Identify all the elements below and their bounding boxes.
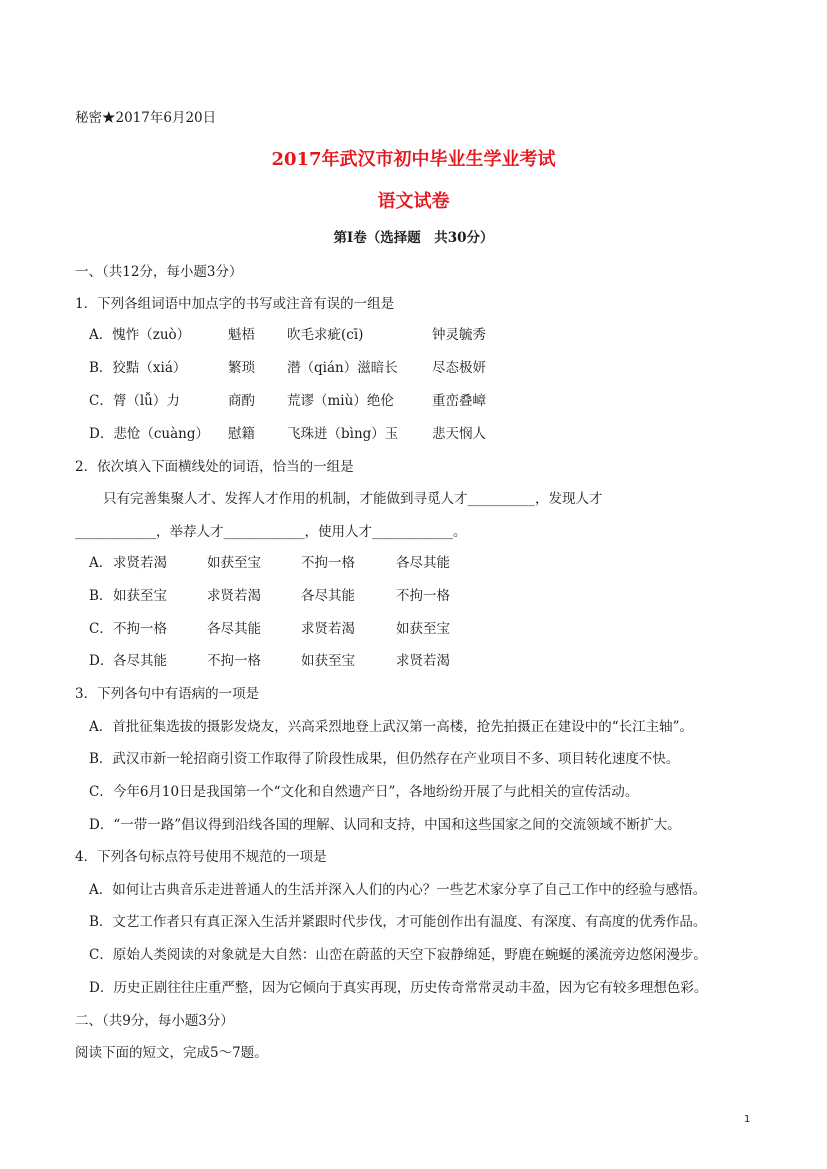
q4-option-d: D．历史正剧往往庄重严整，因为它倾向于真实再现，历史传奇常常灵动丰盈，因为它有较多理想色彩。 bbox=[89, 980, 708, 996]
part2-intro: 阅读下面的短文，完成5～7题。 bbox=[75, 1045, 268, 1061]
q4-option-a: A．如何让古典音乐走进普通人的生活并深入人们的内心？一些艺术家分享了自己工作中的经验与感悟。 bbox=[89, 882, 707, 898]
q4-option-c: C．原始人类阅读的对象就是大自然：山峦在蔚蓝的天空下寂静绵延，野鹿在蜿蜒的溪流旁边悠闲漫步。 bbox=[89, 947, 707, 963]
q2-option-d-item: 各尽其能 bbox=[113, 653, 167, 669]
q3-option-b: B．武汉市新一轮招商引资工作取得了阶段性成果，但仍然存在产业项目不多、项目转化速度不快。 bbox=[89, 751, 680, 767]
q3-option-a: A．首批征集选拔的摄影发烧友，兴高采烈地登上武汉第一高楼，抢先拍摄正在建设中的“长江主轴”。 bbox=[89, 719, 694, 735]
q2-option-c-label: C． bbox=[89, 621, 113, 637]
exam-title: 2017年武汉市初中毕业生学业考试 bbox=[271, 149, 556, 170]
q1-option-a-item: 魁梧 bbox=[228, 327, 255, 343]
q1-option-d-item: 慰籍 bbox=[228, 426, 255, 442]
q2-option-b-label: B． bbox=[89, 588, 113, 604]
q1-stem: 1．下列各组词语中加点字的书写或注音有误的一组是 bbox=[75, 296, 395, 312]
q2-option-b-item: 如获至宝 bbox=[113, 588, 167, 604]
q2-passage-line1: 只有完善集聚人才、发挥人才作用的机制，才能做到寻觅人才__________，发现人才 bbox=[103, 491, 603, 507]
q2-option-b-item: 不拘一格 bbox=[396, 588, 450, 604]
q1-option-b-label: B．狡黠（xiá） bbox=[89, 360, 187, 376]
q2-option-d-item: 不拘一格 bbox=[207, 653, 261, 669]
q3-option-d: D．“一带一路”倡议得到沿线各国的理解、认同和支持，中国和这些国家之间的交流领域不断扩大。 bbox=[89, 817, 681, 833]
q2-option-a-item: 求贤若渴 bbox=[113, 555, 167, 571]
q2-option-b-item: 求贤若渴 bbox=[207, 588, 261, 604]
q2-option-c-item: 各尽其能 bbox=[207, 621, 261, 637]
q2-option-d-label: D． bbox=[89, 653, 114, 669]
q1-option-a-label: A．愧怍（zuò） bbox=[89, 327, 191, 343]
q1-option-a-item: 吹毛求疵(cī) bbox=[287, 327, 364, 343]
q2-option-d-item: 求贤若渴 bbox=[396, 653, 450, 669]
section-heading: 第Ⅰ卷（选择题 共30分） bbox=[333, 230, 494, 246]
q2-option-a-item: 不拘一格 bbox=[301, 555, 355, 571]
q1-option-c-label: C．膂（lǚ）力 bbox=[89, 393, 180, 409]
q2-option-c-item: 求贤若渴 bbox=[301, 621, 355, 637]
q2-option-d-item: 如获至宝 bbox=[301, 653, 355, 669]
q2-stem: 2．依次填入下面横线处的词语，恰当的一组是 bbox=[75, 459, 354, 475]
q3-stem: 3．下列各句中有语病的一项是 bbox=[75, 686, 260, 702]
q1-option-c-item: 荒谬（miù）绝伦 bbox=[287, 393, 394, 409]
exam-subtitle: 语文试卷 bbox=[377, 191, 450, 212]
q2-option-a-label: A． bbox=[89, 555, 113, 571]
q1-option-c-item: 重峦叠嶂 bbox=[432, 393, 486, 409]
q2-option-c-item: 如获至宝 bbox=[396, 621, 450, 637]
q1-option-a-item: 钟灵毓秀 bbox=[432, 327, 486, 343]
part1-heading: 一、（共12分，每小题3分） bbox=[75, 264, 243, 280]
q2-passage-line2: ____________，举荐人才____________，使用人才____________。 bbox=[75, 524, 467, 540]
q1-option-b-item: 潜（qián）滋暗长 bbox=[287, 360, 398, 376]
confidential-date: 秘密★2017年6月20日 bbox=[75, 110, 217, 126]
q4-stem: 4．下列各句标点符号使用不规范的一项是 bbox=[75, 849, 327, 865]
q4-option-b: B．文艺工作者只有真正深入生活并紧跟时代步伐，才可能创作出有温度、有深度、有高度的优秀作品。 bbox=[89, 914, 707, 930]
q3-option-c: C．今年6月10日是我国第一个“文化和自然遗产日”，各地纷纷开展了与此相关的宣传活动。 bbox=[89, 784, 639, 800]
q2-option-a-item: 各尽其能 bbox=[396, 555, 450, 571]
q1-option-c-item: 商酌 bbox=[228, 393, 255, 409]
q1-option-d-label: D．悲怆（cuàng） bbox=[89, 426, 209, 442]
q1-option-b-item: 繁琐 bbox=[228, 360, 255, 376]
q1-option-b-item: 尽态极妍 bbox=[432, 360, 486, 376]
q1-option-d-item: 飞珠迸（bìng）玉 bbox=[287, 426, 399, 442]
q2-option-a-item: 如获至宝 bbox=[207, 555, 261, 571]
part2-heading: 二、（共9分，每小题3分） bbox=[75, 1013, 234, 1029]
q2-option-b-item: 各尽其能 bbox=[301, 588, 355, 604]
q1-option-d-item: 悲天悯人 bbox=[432, 426, 486, 442]
q2-option-c-item: 不拘一格 bbox=[113, 621, 167, 637]
page-number: 1 bbox=[744, 1114, 751, 1125]
